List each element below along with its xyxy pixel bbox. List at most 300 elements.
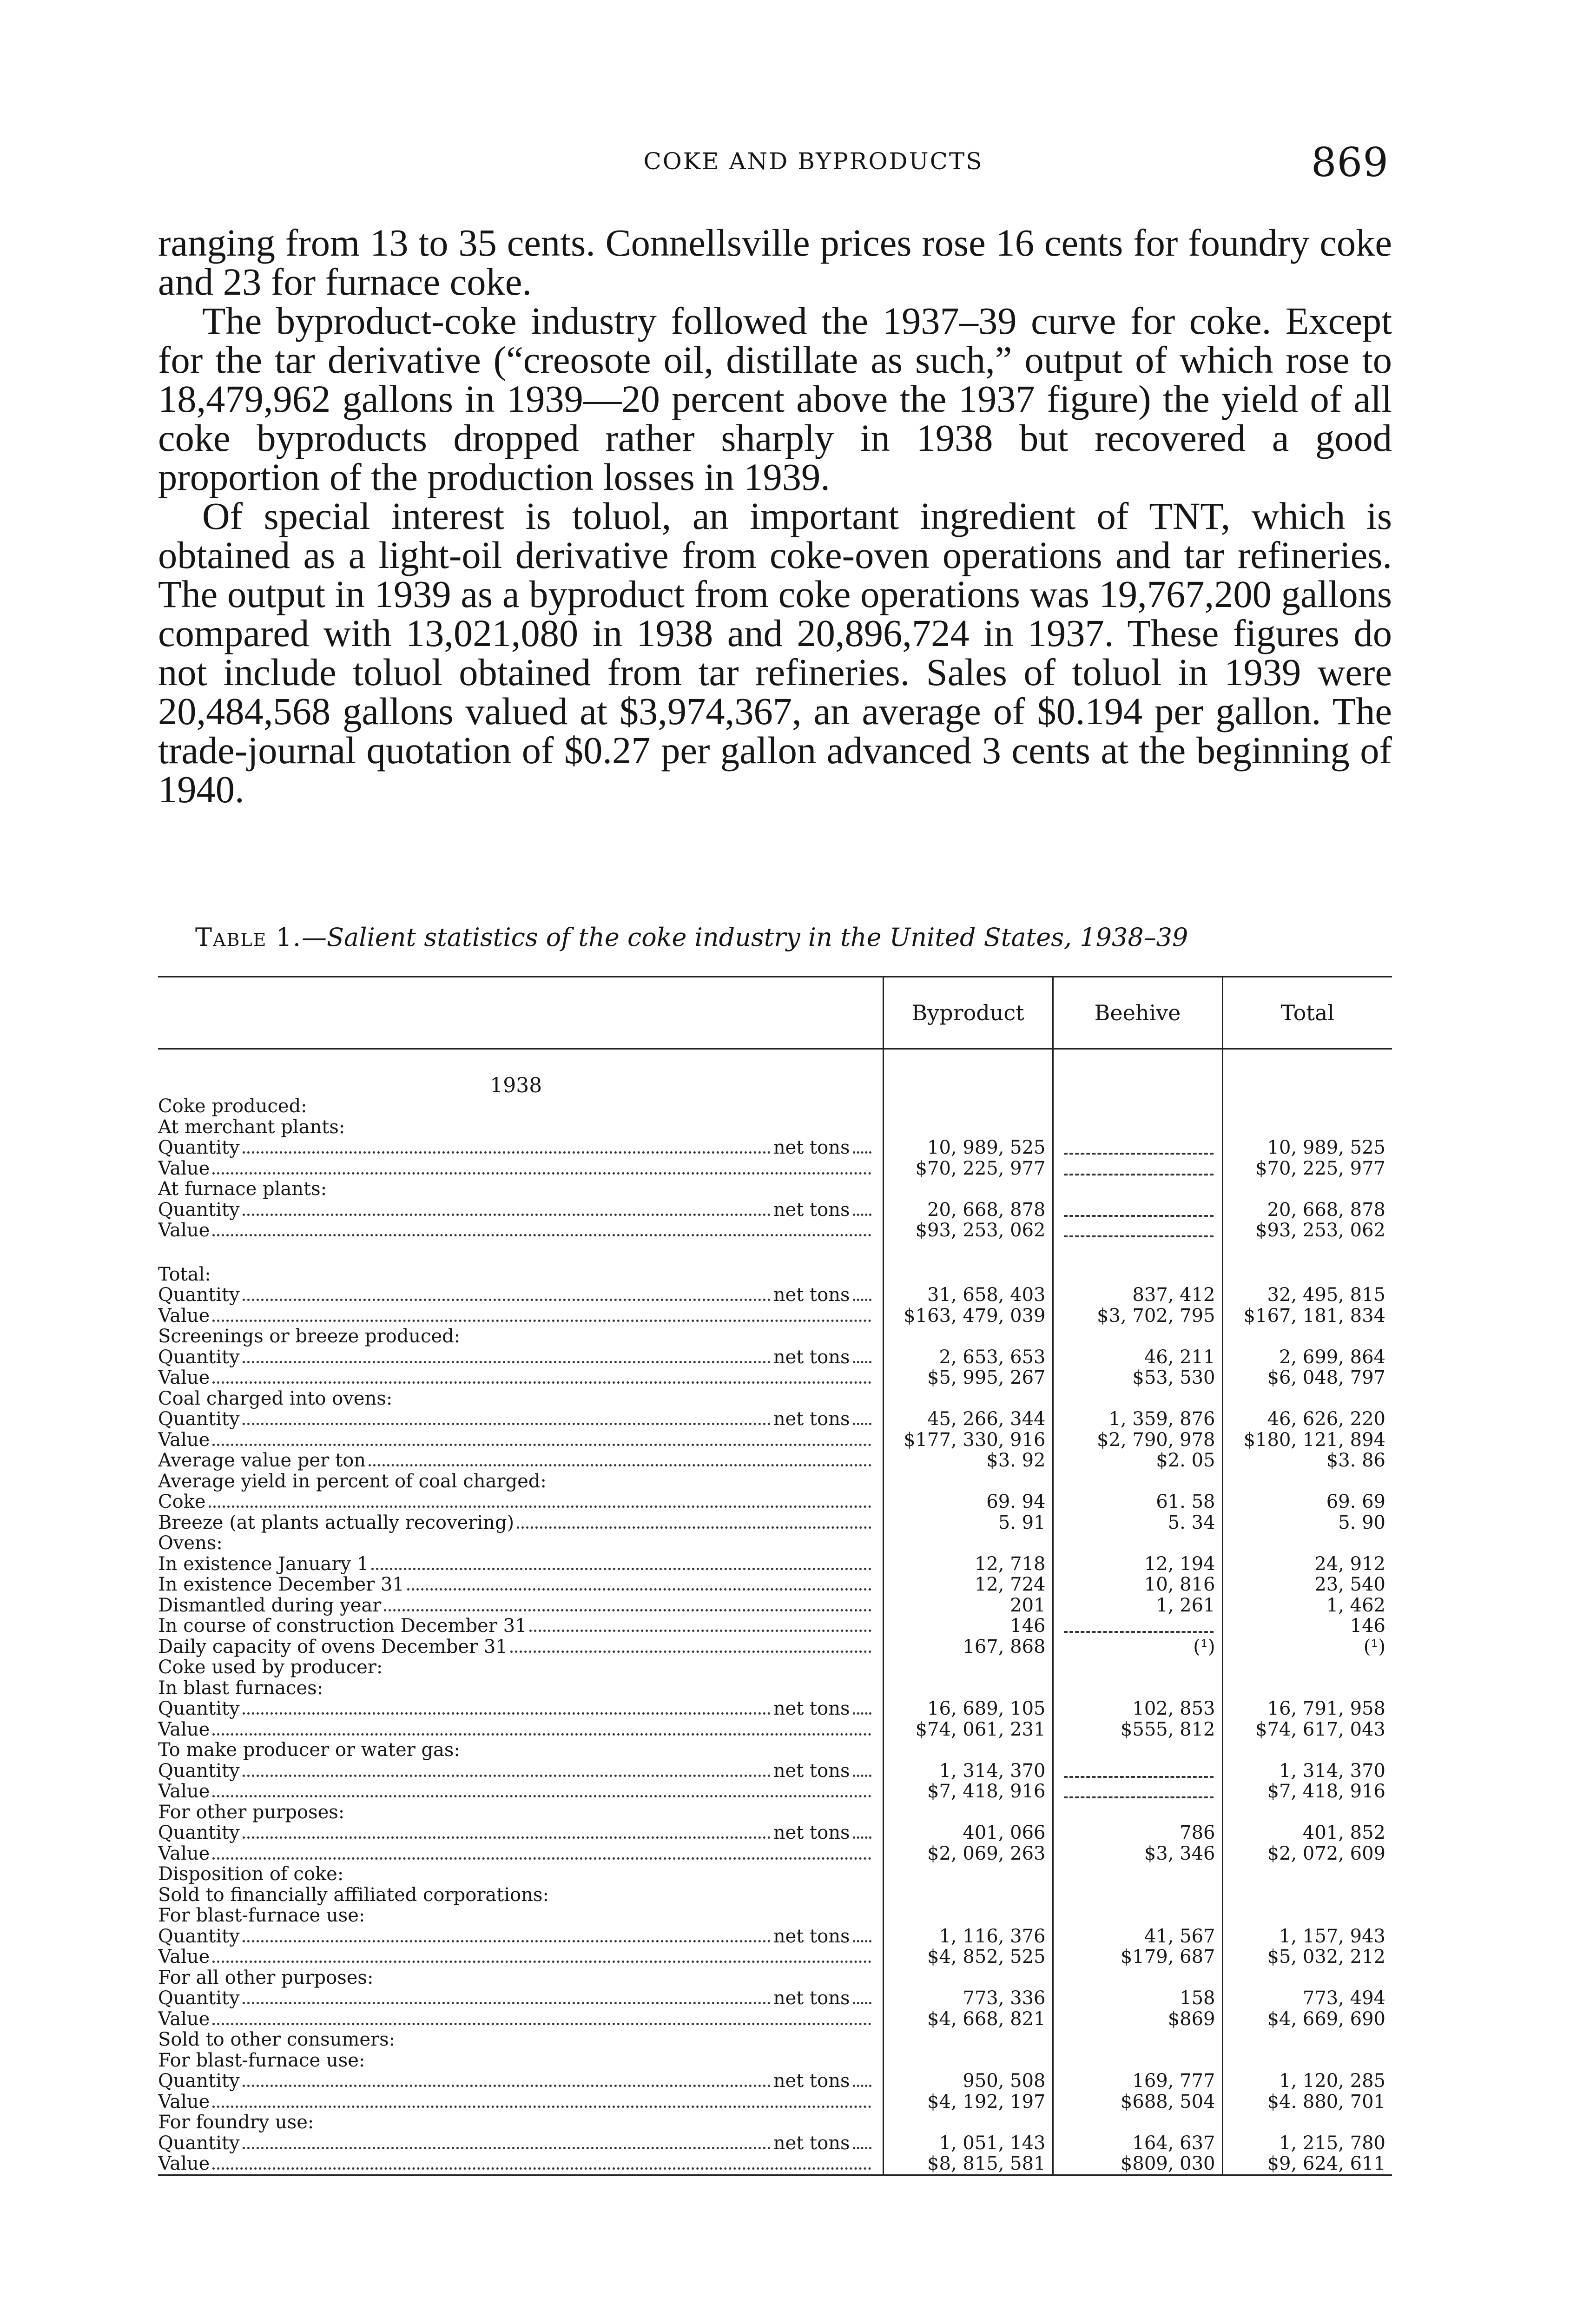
cell-byproduct xyxy=(883,1117,1053,1138)
cell-total: $74, 617, 043 xyxy=(1222,1719,1392,1740)
cell-total xyxy=(1222,1678,1392,1699)
cell-beehive: 46, 211 xyxy=(1053,1347,1222,1368)
cell-beehive xyxy=(1053,1781,1222,1802)
cell-beehive xyxy=(1053,1096,1222,1117)
table-row xyxy=(158,2153,1392,2175)
cell-byproduct: 5. 91 xyxy=(883,1512,1053,1533)
cell-beehive xyxy=(1053,1761,1222,1782)
cell-total xyxy=(1222,1802,1392,1823)
leader-dots xyxy=(243,2147,771,2149)
table-row xyxy=(158,1533,1392,1554)
cell-byproduct: 1, 116, 376 xyxy=(883,1926,1053,1947)
row-unit: net tons xyxy=(773,1137,850,1158)
cell-total: 1, 462 xyxy=(1222,1595,1392,1616)
cell-byproduct: $4, 852, 525 xyxy=(883,1947,1053,1967)
table-row xyxy=(158,1657,1392,1678)
paragraph-2: The byproduct-coke industry followed the 1937–39 curve for coke. Except for the tar derivative (“creosote oil, distillate as such,” output of which rose to 18,479,962 gallons in 1939—20 percent above the 1937 figure) the yield of all coke byproducts dropped rather sharply in 1938 but recovered a good proportion of the production losses in 1939. xyxy=(158,299,1392,498)
cell-beehive xyxy=(1053,1264,1222,1285)
cell-total xyxy=(1222,1885,1392,1906)
row-unit: net tons xyxy=(773,1988,850,2009)
row-unit: net tons xyxy=(773,1199,850,1220)
leader-dots xyxy=(853,2002,871,2004)
cell-byproduct xyxy=(883,1905,1053,1926)
table-row xyxy=(158,1306,1392,1327)
running-head: COKE AND BYPRODUCTS xyxy=(643,148,983,175)
cell-total: 1, 157, 943 xyxy=(1222,1926,1392,1947)
leader-dots xyxy=(853,1151,871,1154)
empty-dash-line xyxy=(1064,1203,1214,1217)
cell-beehive xyxy=(1053,1179,1222,1200)
leader-dots xyxy=(243,1214,771,1216)
row-label: Value xyxy=(158,1947,210,1967)
table-row xyxy=(158,1117,1392,1138)
cell-byproduct: 69. 94 xyxy=(883,1492,1053,1512)
leader-dots xyxy=(517,1526,871,1529)
table-row xyxy=(158,1409,1392,1430)
leader-dots xyxy=(243,1940,771,1942)
row-label-cell: At merchant plants: xyxy=(158,1116,345,1137)
row-label-cell xyxy=(158,2009,883,2030)
leader-dots xyxy=(243,1299,771,1301)
leader-dots xyxy=(853,1214,871,1216)
row-label-cell xyxy=(158,1719,883,1740)
leader-dots xyxy=(243,2002,771,2004)
row-label-cell xyxy=(158,1761,883,1782)
cell-total: 1, 120, 285 xyxy=(1222,2071,1392,2092)
cell-total: $167, 181, 834 xyxy=(1222,1306,1392,1327)
cell-byproduct xyxy=(883,1179,1053,1200)
cell-beehive: $53, 530 xyxy=(1053,1367,1222,1388)
table-row xyxy=(158,1637,1392,1657)
cell-beehive: $555, 812 xyxy=(1053,1719,1222,1740)
table-row xyxy=(158,1781,1392,1802)
row-unit: net tons xyxy=(773,1926,850,1947)
cell-byproduct: 45, 266, 344 xyxy=(883,1409,1053,1430)
cell-total: $2, 072, 609 xyxy=(1222,1843,1392,1864)
leader-dots xyxy=(853,2085,871,2087)
leader-dots xyxy=(853,1712,871,1715)
leader-dots xyxy=(384,1609,871,1611)
table-row xyxy=(158,1137,1392,1158)
row-label: Quantity xyxy=(158,1926,240,1947)
cell-byproduct xyxy=(883,1533,1053,1554)
cell-total: 10, 989, 525 xyxy=(1222,1137,1392,1158)
row-label-cell: Ovens: xyxy=(158,1533,223,1554)
cell-byproduct xyxy=(883,1802,1053,1823)
empty-dash-line xyxy=(1064,1784,1214,1798)
cell-byproduct xyxy=(883,1264,1053,1285)
cell-beehive: $179, 687 xyxy=(1053,1947,1222,1967)
leader-dots xyxy=(369,1464,871,1466)
cell-beehive xyxy=(1053,1220,1222,1241)
cell-byproduct: 1, 314, 370 xyxy=(883,1761,1053,1782)
table-row xyxy=(158,1988,1392,2009)
row-label-cell xyxy=(158,2071,883,2092)
row-label-cell xyxy=(158,1306,883,1327)
table-row xyxy=(158,1698,1392,1719)
row-label-cell xyxy=(158,1450,883,1471)
row-label: In course of construction December 31 xyxy=(158,1616,527,1637)
cell-total: 46, 626, 220 xyxy=(1222,1409,1392,1430)
row-label: Daily capacity of ovens December 31 xyxy=(158,1636,508,1657)
cell-byproduct: 1, 051, 143 xyxy=(883,2133,1053,2154)
row-unit: net tons xyxy=(773,1285,850,1306)
leader-dots xyxy=(212,1857,871,1860)
row-label-cell xyxy=(158,2092,883,2113)
body-text xyxy=(158,223,1392,809)
row-label: Quantity xyxy=(158,1347,240,1367)
table-row xyxy=(158,1947,1392,1967)
table-row xyxy=(158,1388,1392,1409)
cell-byproduct: $7, 418, 916 xyxy=(883,1781,1053,1802)
cell-total: $93, 253, 062 xyxy=(1222,1220,1392,1241)
leader-dots xyxy=(853,1361,871,1363)
cell-total: $3. 86 xyxy=(1222,1450,1392,1471)
cell-total: 23, 540 xyxy=(1222,1574,1392,1595)
cell-byproduct: 10, 989, 525 xyxy=(883,1137,1053,1158)
cell-total xyxy=(1222,1471,1392,1492)
table-row xyxy=(158,2092,1392,2113)
cell-total: $7, 418, 916 xyxy=(1222,1781,1392,1802)
row-label-cell xyxy=(158,1137,883,1158)
cell-beehive: 41, 567 xyxy=(1053,1926,1222,1947)
table-row xyxy=(158,1200,1392,1221)
table-row xyxy=(158,1220,1392,1241)
row-label-cell: Sold to financially affiliated corporations: xyxy=(158,1884,549,1905)
cell-total xyxy=(1222,1326,1392,1347)
row-label: Quantity xyxy=(158,1409,240,1430)
row-label-cell xyxy=(158,1595,883,1616)
cell-beehive: (¹) xyxy=(1053,1637,1222,1657)
cell-beehive xyxy=(1053,1200,1222,1221)
cell-byproduct xyxy=(883,2029,1053,2050)
table-row xyxy=(158,2050,1392,2071)
row-label-cell: In blast furnaces: xyxy=(158,1677,323,1698)
cell-beehive xyxy=(1053,1137,1222,1158)
row-label-cell xyxy=(158,1512,883,1533)
row-label-cell: Disposition of coke: xyxy=(158,1864,344,1885)
cell-total xyxy=(1222,2050,1392,2071)
leader-dots xyxy=(243,1361,771,1363)
table-row xyxy=(158,1367,1392,1388)
year-label: 1938 xyxy=(490,1074,542,1096)
cell-beehive xyxy=(1053,1905,1222,1926)
cell-beehive xyxy=(1053,1471,1222,1492)
cell-byproduct: 12, 718 xyxy=(883,1554,1053,1575)
cell-total: $9, 624, 611 xyxy=(1222,2153,1392,2175)
cell-beehive: $869 xyxy=(1053,2009,1222,2030)
cell-beehive xyxy=(1053,1967,1222,1988)
cell-total: 24, 912 xyxy=(1222,1554,1392,1575)
empty-dash-line xyxy=(1064,1764,1214,1778)
leader-dots xyxy=(853,1423,871,1425)
row-unit: net tons xyxy=(773,1760,850,1781)
row-label-cell xyxy=(158,1554,883,1575)
cell-byproduct xyxy=(883,1740,1053,1761)
cell-byproduct: $2, 069, 263 xyxy=(883,1843,1053,1864)
row-unit: net tons xyxy=(773,2133,850,2153)
row-label-cell: Sold to other consumers: xyxy=(158,2029,396,2050)
cell-byproduct xyxy=(883,2112,1053,2133)
row-label-cell: Coke produced: xyxy=(158,1096,307,1117)
row-unit: net tons xyxy=(773,1698,850,1719)
cell-total xyxy=(1222,1264,1392,1285)
cell-beehive xyxy=(1053,1117,1222,1138)
leader-dots xyxy=(212,1444,871,1446)
row-unit: net tons xyxy=(773,2071,850,2092)
table-row xyxy=(158,1264,1392,1285)
leader-dots xyxy=(853,1836,871,1839)
row-label: Quantity xyxy=(158,1760,240,1781)
cell-byproduct xyxy=(883,1096,1053,1117)
row-label-cell: Total: xyxy=(158,1264,211,1285)
row-label: Value xyxy=(158,2153,210,2175)
cell-total xyxy=(1222,1967,1392,1988)
table-row xyxy=(158,1554,1392,1575)
cell-total xyxy=(1222,1905,1392,1926)
cell-beehive xyxy=(1053,1326,1222,1347)
cell-byproduct: 146 xyxy=(883,1616,1053,1637)
cell-beehive xyxy=(1053,2050,1222,2071)
table-row xyxy=(158,1719,1392,1740)
row-label: In existence December 31 xyxy=(158,1574,404,1595)
cell-beehive: 102, 853 xyxy=(1053,1698,1222,1719)
cell-beehive: 158 xyxy=(1053,1988,1222,2009)
row-label: Value xyxy=(158,1781,210,1802)
cell-beehive xyxy=(1053,2112,1222,2133)
row-label: Quantity xyxy=(158,1137,240,1158)
cell-beehive: $688, 504 xyxy=(1053,2092,1222,2113)
cell-byproduct: $177, 330, 916 xyxy=(883,1430,1053,1451)
table-row xyxy=(158,1967,1392,1988)
table-row xyxy=(158,1885,1392,1906)
row-label-cell xyxy=(158,1988,883,2009)
table-row xyxy=(158,1740,1392,1761)
cell-byproduct: $70, 225, 977 xyxy=(883,1158,1053,1179)
row-label: Breeze (at plants actually recovering) xyxy=(158,1512,515,1533)
cell-beehive xyxy=(1053,1740,1222,1761)
cell-total: $6, 048, 797 xyxy=(1222,1367,1392,1388)
cell-byproduct: $8, 815, 581 xyxy=(883,2153,1053,2175)
row-label: Dismantled during year xyxy=(158,1595,382,1616)
cell-beehive: 164, 637 xyxy=(1053,2133,1222,2154)
table-row xyxy=(158,1347,1392,1368)
row-label: Value xyxy=(158,2008,210,2029)
row-label: Quantity xyxy=(158,1988,240,2009)
row-label: Quantity xyxy=(158,1698,240,1719)
leader-dots xyxy=(212,2167,871,2170)
cell-byproduct: 16, 689, 105 xyxy=(883,1698,1053,1719)
leader-dots xyxy=(243,1712,771,1715)
cell-byproduct: 773, 336 xyxy=(883,1988,1053,2009)
row-label-cell: For other purposes: xyxy=(158,1802,345,1822)
cell-total xyxy=(1222,2112,1392,2133)
cell-byproduct xyxy=(883,1885,1053,1906)
table-row xyxy=(158,1905,1392,1926)
cell-beehive xyxy=(1053,1158,1222,1179)
cell-total: 773, 494 xyxy=(1222,1988,1392,2009)
cell-total xyxy=(1222,1740,1392,1761)
table-row xyxy=(158,1616,1392,1637)
empty-dash-line xyxy=(1064,1223,1214,1237)
header-byproduct: Byproduct xyxy=(883,977,1053,1049)
cell-byproduct xyxy=(883,1967,1053,1988)
row-label-cell: To make producer or water gas: xyxy=(158,1740,460,1761)
table-row xyxy=(158,1822,1392,1843)
cell-beehive: 1, 261 xyxy=(1053,1595,1222,1616)
leader-dots xyxy=(853,1299,871,1301)
cell-total: 2, 699, 864 xyxy=(1222,1347,1392,1368)
leader-dots xyxy=(243,1836,771,1839)
cell-beehive: $3, 702, 795 xyxy=(1053,1306,1222,1327)
cell-byproduct xyxy=(883,1678,1053,1699)
leader-dots xyxy=(407,1588,871,1591)
leader-dots xyxy=(243,1151,771,1154)
leader-dots xyxy=(212,1961,871,1963)
leader-dots xyxy=(243,1423,771,1425)
cell-total: (¹) xyxy=(1222,1637,1392,1657)
cell-beehive xyxy=(1053,1802,1222,1823)
table-row xyxy=(158,1512,1392,1533)
row-label-cell: At furnace plants: xyxy=(158,1179,327,1200)
cell-byproduct: $74, 061, 231 xyxy=(883,1719,1053,1740)
cell-byproduct: 31, 658, 403 xyxy=(883,1285,1053,1306)
row-label-cell xyxy=(158,1822,883,1843)
table-row xyxy=(158,1864,1392,1885)
table-row xyxy=(158,1179,1392,1200)
row-label-cell: Average yield in percent of coal charged: xyxy=(158,1471,547,1492)
cell-total: 16, 791, 958 xyxy=(1222,1698,1392,1719)
row-label-cell xyxy=(158,1347,883,1368)
table-row xyxy=(158,2029,1392,2050)
cell-total: $4, 669, 690 xyxy=(1222,2009,1392,2030)
row-unit: net tons xyxy=(773,1409,850,1430)
row-label: Average value per ton xyxy=(158,1450,366,1471)
table-row xyxy=(158,1802,1392,1823)
cell-beehive xyxy=(1053,1388,1222,1409)
leader-dots xyxy=(853,2147,871,2149)
leader-dots xyxy=(212,1381,871,1384)
cell-total: 401, 852 xyxy=(1222,1822,1392,1843)
leader-dots xyxy=(529,1630,871,1632)
cell-beehive xyxy=(1053,1533,1222,1554)
table-caption-title: —Salient statistics of the coke industry in the United States, 1938–39 xyxy=(302,923,1188,952)
leader-dots xyxy=(510,1651,871,1653)
row-label-cell: Coal charged into ovens: xyxy=(158,1388,393,1409)
cell-total xyxy=(1222,1388,1392,1409)
row-label-cell xyxy=(158,1285,883,1306)
cell-byproduct: 401, 066 xyxy=(883,1822,1053,1843)
row-label-cell xyxy=(158,2153,883,2175)
cell-beehive: 10, 816 xyxy=(1053,1574,1222,1595)
header-beehive: Beehive xyxy=(1053,977,1222,1049)
cell-total xyxy=(1222,1117,1392,1138)
cell-beehive: $2, 790, 978 xyxy=(1053,1430,1222,1451)
row-label-cell xyxy=(158,1698,883,1719)
cell-byproduct: $93, 253, 062 xyxy=(883,1220,1053,1241)
cell-total xyxy=(1222,1096,1392,1117)
cell-beehive: $809, 030 xyxy=(1053,2153,1222,2175)
cell-total xyxy=(1222,1864,1392,1885)
cell-byproduct xyxy=(883,1326,1053,1347)
table-row xyxy=(158,1430,1392,1451)
cell-beehive: 837, 412 xyxy=(1053,1285,1222,1306)
row-label-cell xyxy=(158,2133,883,2154)
cell-beehive: 12, 194 xyxy=(1053,1554,1222,1575)
row-label: In existence January 1 xyxy=(158,1553,369,1574)
table-row xyxy=(158,1158,1392,1179)
row-label-cell: Screenings or breeze produced: xyxy=(158,1326,461,1347)
row-label-cell: For blast-furnace use: xyxy=(158,2050,365,2071)
row-label-cell xyxy=(158,1574,883,1595)
cell-byproduct: $4, 668, 821 xyxy=(883,2009,1053,2030)
row-label: Value xyxy=(158,1719,210,1740)
table-row xyxy=(158,1926,1392,1947)
row-unit: net tons xyxy=(773,1822,850,1843)
cell-beehive xyxy=(1053,1864,1222,1885)
year-row xyxy=(158,1049,1392,1096)
empty-dash-line xyxy=(1064,1619,1214,1633)
leader-dots xyxy=(209,1505,871,1508)
row-label-cell xyxy=(158,1200,883,1221)
table-caption xyxy=(195,923,1394,952)
row-label-cell xyxy=(158,1947,883,1967)
header-label-cell xyxy=(158,977,883,1049)
row-label: Quantity xyxy=(158,2133,240,2153)
cell-byproduct: 167, 868 xyxy=(883,1637,1053,1657)
cell-total: 5. 90 xyxy=(1222,1512,1392,1533)
row-label: Quantity xyxy=(158,1285,240,1306)
leader-dots xyxy=(243,1775,771,1777)
cell-byproduct xyxy=(883,2050,1053,2071)
cell-byproduct: $163, 479, 039 xyxy=(883,1306,1053,1327)
cell-total: $4. 880, 701 xyxy=(1222,2092,1392,2113)
empty-dash-line xyxy=(1064,1162,1214,1175)
leader-dots xyxy=(853,1775,871,1777)
cell-byproduct: 12, 724 xyxy=(883,1574,1053,1595)
leader-dots xyxy=(212,1172,871,1175)
cell-total xyxy=(1222,1533,1392,1554)
cell-byproduct: 2, 653, 653 xyxy=(883,1347,1053,1368)
leader-dots xyxy=(212,1733,871,1736)
table-row xyxy=(158,1285,1392,1306)
table-header-row xyxy=(158,977,1392,1049)
spacer-row xyxy=(158,1241,1392,1264)
row-unit: net tons xyxy=(773,1347,850,1367)
cell-beehive: $2. 05 xyxy=(1053,1450,1222,1471)
table-row xyxy=(158,2071,1392,2092)
cell-beehive xyxy=(1053,1678,1222,1699)
leader-dots xyxy=(853,1940,871,1942)
row-label-cell: For blast-furnace use: xyxy=(158,1905,365,1926)
row-label-cell xyxy=(158,1158,883,1179)
page-number: 869 xyxy=(1311,139,1389,186)
row-label-cell xyxy=(158,1843,883,1864)
row-label-cell xyxy=(158,1926,883,1947)
leader-dots xyxy=(212,1320,871,1322)
row-label: Value xyxy=(158,1429,210,1450)
cell-byproduct xyxy=(883,1657,1053,1678)
table-row xyxy=(158,1492,1392,1512)
leader-dots xyxy=(212,1234,871,1236)
table-caption-lead: Table 1. xyxy=(195,923,302,952)
cell-byproduct xyxy=(883,1388,1053,1409)
cell-total: 1, 314, 370 xyxy=(1222,1761,1392,1782)
paragraph-1: ranging from 13 to 35 cents. Connellsville prices rose 16 cents for foundry coke and 23 for furnace coke. xyxy=(158,221,1392,303)
table-row xyxy=(158,1096,1392,1117)
table-row xyxy=(158,1450,1392,1471)
row-label-cell: For foundry use: xyxy=(158,2112,314,2133)
